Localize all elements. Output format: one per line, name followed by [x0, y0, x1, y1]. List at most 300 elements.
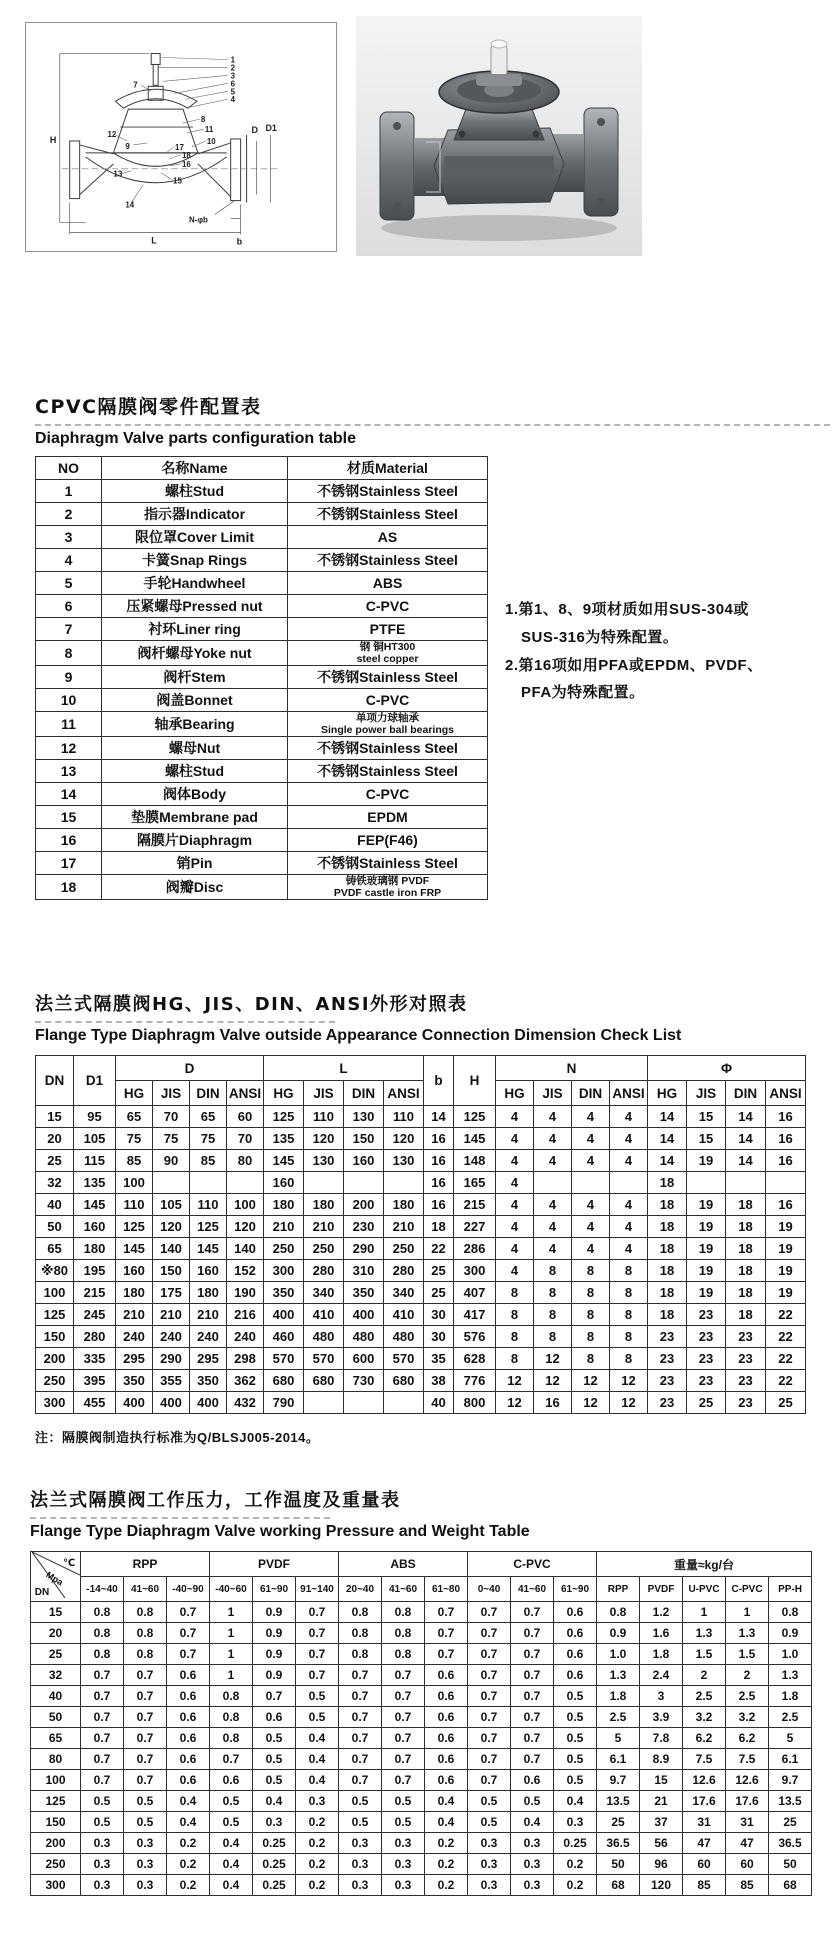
dim-cell: 18	[648, 1238, 687, 1260]
dim-cell: 60	[227, 1106, 264, 1128]
parts-cell-name: 指示器Indicator	[102, 503, 288, 526]
pressure-cell: 8.9	[640, 1749, 683, 1770]
pressure-cell: 2	[726, 1665, 769, 1686]
pressure-cell: 0.7	[81, 1749, 124, 1770]
table-row	[36, 689, 488, 712]
dim-cell: 16	[424, 1194, 454, 1216]
pressure-cell: 0.4	[425, 1812, 468, 1833]
dim-cell: 19	[766, 1260, 806, 1282]
dim-cell: 295	[190, 1348, 227, 1370]
dim-cell: 95	[74, 1106, 116, 1128]
dim-cell	[344, 1392, 384, 1414]
pressure-cell: 0.8	[210, 1728, 253, 1749]
pressure-cell: 0.3	[382, 1875, 425, 1896]
pressure-cell: 0.7	[468, 1686, 511, 1707]
pressure-cell-dn: 250	[31, 1854, 81, 1875]
pressure-cell: 0.6	[167, 1707, 210, 1728]
dim-cell: 14	[424, 1106, 454, 1128]
parts-cell-no: 17	[36, 852, 102, 875]
parts-cell-name: 阀盖Bonnet	[102, 689, 288, 712]
dimension-table-holder	[35, 1055, 830, 1414]
pressure-cell: 0.2	[425, 1854, 468, 1875]
table-row	[36, 1304, 806, 1326]
pressure-cell: 36.5	[597, 1833, 640, 1854]
table-row	[31, 1644, 812, 1665]
dim-cell: 22	[766, 1326, 806, 1348]
pressure-cell: 0.5	[554, 1770, 597, 1791]
dim-cell: 16	[766, 1106, 806, 1128]
pressure-cell: 0.25	[253, 1875, 296, 1896]
pressure-cell: 1	[683, 1602, 726, 1623]
pressure-cell: 0.7	[296, 1665, 339, 1686]
pressure-cell: 0.5	[253, 1728, 296, 1749]
dim-cell: 65	[116, 1106, 153, 1128]
dim-cell: 110	[190, 1194, 227, 1216]
pressure-cell: 47	[683, 1833, 726, 1854]
parts-cell-no: 6	[36, 595, 102, 618]
pressure-cell-dn: 200	[31, 1833, 81, 1854]
dim-subheader-cell: JIS	[153, 1081, 190, 1106]
table-row	[31, 1833, 812, 1854]
dim-cell: 140	[227, 1238, 264, 1260]
pressure-cell: 0.7	[339, 1665, 382, 1686]
dim-header-cell: N	[496, 1056, 648, 1081]
pressure-cell: 3.2	[726, 1707, 769, 1728]
dim-cell: 160	[116, 1260, 153, 1282]
dim-cell: 8	[534, 1260, 572, 1282]
dim-cell: 115	[74, 1150, 116, 1172]
pressure-cell: 0.7	[124, 1665, 167, 1686]
pressure-cell: 0.2	[554, 1875, 597, 1896]
pressure-cell: 0.3	[253, 1812, 296, 1833]
parts-cell-name: 阀瓣Disc	[102, 875, 288, 900]
dim-cell: 12	[572, 1392, 610, 1414]
dim-cell: 290	[153, 1348, 190, 1370]
pressure-cell: 0.7	[425, 1623, 468, 1644]
pressure-cell: 0.2	[296, 1854, 339, 1875]
dim-cell: 8	[572, 1260, 610, 1282]
callout-4: 4	[230, 95, 236, 105]
table-row	[31, 1665, 812, 1686]
dim-cell: 215	[74, 1282, 116, 1304]
dim-cell: 4	[496, 1194, 534, 1216]
dim-subheader-cell: HG	[116, 1081, 153, 1106]
table-row	[36, 1194, 806, 1216]
pressure-cell: 0.5	[554, 1749, 597, 1770]
dim-cell: 22	[766, 1370, 806, 1392]
pressure-cell: 0.3	[339, 1854, 382, 1875]
pressure-cell: 0.7	[124, 1749, 167, 1770]
dim-cell: 286	[454, 1238, 496, 1260]
pressure-cell: 0.3	[124, 1854, 167, 1875]
pressure-cell: 2.5	[683, 1686, 726, 1707]
pressure-cell: 0.5	[554, 1728, 597, 1749]
dim-cell: 455	[74, 1392, 116, 1414]
dim-cell: 18	[726, 1238, 766, 1260]
pressure-cell: 0.3	[124, 1875, 167, 1896]
dim-cell: 100	[116, 1172, 153, 1194]
table-row	[36, 480, 488, 503]
pressure-range-header: PP-H	[769, 1577, 812, 1602]
parts-cell-material: 不锈钢Stainless Steel	[288, 666, 488, 689]
dim-cell	[726, 1172, 766, 1194]
dim-cell: 120	[384, 1128, 424, 1150]
dim-cell: 85	[190, 1150, 227, 1172]
table-subheader-row	[31, 1577, 812, 1602]
parts-cell-no: 14	[36, 783, 102, 806]
dim-cell: 30	[424, 1326, 454, 1348]
pressure-group-header: 重量≈kg/台	[597, 1552, 812, 1577]
pressure-cell-dn: 100	[31, 1770, 81, 1791]
parts-cell-name: 螺母Nut	[102, 737, 288, 760]
pressure-cell: 0.8	[339, 1602, 382, 1623]
pressure-cell: 0.4	[296, 1728, 339, 1749]
parts-cell-name: 螺柱Stud	[102, 480, 288, 503]
config-notes	[505, 596, 830, 707]
dim-cell: 12	[534, 1370, 572, 1392]
pressure-cell: 1.6	[640, 1623, 683, 1644]
dim-cell: 4	[572, 1216, 610, 1238]
dim-cell-dn: 125	[36, 1304, 74, 1326]
dim-cell: 250	[384, 1238, 424, 1260]
dim-cell: 18	[648, 1304, 687, 1326]
dim-cell: 25	[424, 1282, 454, 1304]
table-row	[36, 618, 488, 641]
table-row	[36, 1238, 806, 1260]
dim-label-D: D	[251, 125, 259, 136]
dim-cell-dn: 65	[36, 1238, 74, 1260]
parts-cell-no: 9	[36, 666, 102, 689]
dim-cell: 570	[304, 1348, 344, 1370]
dim-header-cell: b	[424, 1056, 454, 1106]
dim-cell: 135	[264, 1128, 304, 1150]
table-row	[36, 829, 488, 852]
pressure-cell: 0.8	[81, 1623, 124, 1644]
dim-cell: 16	[424, 1150, 454, 1172]
dim-cell: 4	[572, 1150, 610, 1172]
dim-cell: 120	[153, 1216, 190, 1238]
table-row	[36, 641, 488, 666]
dim-cell: 480	[384, 1326, 424, 1348]
pressure-cell: 0.8	[81, 1602, 124, 1623]
pressure-cell: 25	[597, 1812, 640, 1833]
dim-cell: 8	[572, 1326, 610, 1348]
dim-cell: 8	[496, 1282, 534, 1304]
dim-cell: 4	[534, 1216, 572, 1238]
dashed-divider	[30, 1517, 330, 1519]
pressure-cell: 0.7	[339, 1749, 382, 1770]
table-row	[36, 1348, 806, 1370]
dim-cell: 19	[687, 1260, 726, 1282]
pressure-cell: 0.5	[210, 1812, 253, 1833]
corner-label-celsius: ℃	[62, 1558, 75, 1569]
pressure-cell: 0.5	[210, 1791, 253, 1812]
dim-cell: 90	[153, 1150, 190, 1172]
pressure-cell: 0.9	[253, 1602, 296, 1623]
dim-cell: 148	[454, 1150, 496, 1172]
pressure-corner-cell	[31, 1552, 81, 1602]
dim-cell: 23	[687, 1326, 726, 1348]
pressure-cell: 0.5	[511, 1791, 554, 1812]
pressure-cell: 0.7	[468, 1644, 511, 1665]
pressure-cell: 6.1	[769, 1749, 812, 1770]
pressure-cell: 0.7	[167, 1602, 210, 1623]
dim-cell: 160	[264, 1172, 304, 1194]
pressure-cell: 7.5	[726, 1749, 769, 1770]
pressure-cell: 1.0	[769, 1644, 812, 1665]
dim-cell: 165	[454, 1172, 496, 1194]
pressure-cell: 0.7	[296, 1602, 339, 1623]
table-row	[36, 549, 488, 572]
pressure-cell: 0.7	[468, 1623, 511, 1644]
parts-cell-no: 16	[36, 829, 102, 852]
pressure-cell: 0.7	[382, 1728, 425, 1749]
dim-cell: 4	[610, 1128, 648, 1150]
table-row	[36, 1150, 806, 1172]
pressure-range-header: -40~90	[167, 1577, 210, 1602]
pressure-cell: 5	[769, 1728, 812, 1749]
dim-cell: 110	[304, 1106, 344, 1128]
pressure-cell: 13.5	[769, 1791, 812, 1812]
pressure-cell: 0.7	[167, 1623, 210, 1644]
pressure-cell: 0.7	[81, 1686, 124, 1707]
table-subheader-row	[36, 1081, 806, 1106]
pressure-range-header: 41~60	[124, 1577, 167, 1602]
dim-cell: 23	[726, 1348, 766, 1370]
pressure-range-header: 91~140	[296, 1577, 339, 1602]
parts-cell-name: 销Pin	[102, 852, 288, 875]
pressure-cell-dn: 32	[31, 1665, 81, 1686]
pressure-cell: 2	[683, 1665, 726, 1686]
dim-cell: 180	[74, 1238, 116, 1260]
dim-cell: 8	[572, 1348, 610, 1370]
dim-label-H: H	[49, 134, 57, 145]
dashed-divider	[35, 424, 830, 426]
parts-header-cell: 材质Material	[288, 457, 488, 480]
dim-cell: 227	[454, 1216, 496, 1238]
table-row	[36, 1172, 806, 1194]
technical-drawing-box	[25, 22, 337, 252]
pressure-cell: 0.3	[382, 1854, 425, 1875]
pressure-cell: 0.2	[167, 1875, 210, 1896]
dim-cell: 628	[454, 1348, 496, 1370]
pressure-cell: 0.6	[167, 1665, 210, 1686]
dim-cell: 23	[648, 1326, 687, 1348]
dim-cell: 570	[384, 1348, 424, 1370]
pressure-range-header: 41~60	[511, 1577, 554, 1602]
pressure-cell: 0.7	[425, 1602, 468, 1623]
pressure-cell: 0.4	[296, 1770, 339, 1791]
pressure-cell: 0.3	[554, 1812, 597, 1833]
dim-cell: 8	[496, 1304, 534, 1326]
pressure-cell: 1.5	[726, 1644, 769, 1665]
dim-cell: 18	[648, 1282, 687, 1304]
dim-cell: 4	[496, 1216, 534, 1238]
parts-cell-no: 13	[36, 760, 102, 783]
pressure-cell: 5	[597, 1728, 640, 1749]
parts-cell-material: 不锈钢Stainless Steel	[288, 852, 488, 875]
dim-cell	[344, 1172, 384, 1194]
callout-2: 2	[230, 63, 236, 73]
table-row	[36, 712, 488, 737]
dim-cell: 790	[264, 1392, 304, 1414]
pressure-cell: 0.4	[210, 1875, 253, 1896]
dim-cell: 4	[572, 1194, 610, 1216]
dim-cell-dn: 15	[36, 1106, 74, 1128]
callout-10: 10	[206, 136, 216, 146]
dim-cell	[227, 1172, 264, 1194]
dim-cell: 480	[344, 1326, 384, 1348]
table-row	[36, 1260, 806, 1282]
callout-13: 13	[113, 169, 123, 179]
dim-cell: 350	[190, 1370, 227, 1392]
parts-cell-name: 阀杆螺母Yoke nut	[102, 641, 288, 666]
pressure-cell: 1.8	[640, 1644, 683, 1665]
dim-cell: 400	[344, 1304, 384, 1326]
pressure-cell: 56	[640, 1833, 683, 1854]
dim-cell: 8	[534, 1326, 572, 1348]
pressure-cell: 0.5	[124, 1812, 167, 1833]
dim-cell-dn: 32	[36, 1172, 74, 1194]
dim-subheader-cell: ANSI	[384, 1081, 424, 1106]
pressure-cell: 0.7	[511, 1665, 554, 1686]
pressure-cell: 1	[210, 1602, 253, 1623]
pressure-cell: 0.8	[81, 1644, 124, 1665]
dim-cell: 18	[424, 1216, 454, 1238]
dim-cell: 215	[454, 1194, 496, 1216]
pressure-cell: 120	[640, 1875, 683, 1896]
pressure-cell: 0.7	[124, 1770, 167, 1791]
dim-cell: 340	[384, 1282, 424, 1304]
dim-cell: 8	[610, 1326, 648, 1348]
pressure-cell: 0.5	[253, 1749, 296, 1770]
dim-cell: 730	[344, 1370, 384, 1392]
technical-drawing	[26, 23, 336, 251]
dim-subheader-cell: DIN	[572, 1081, 610, 1106]
pressure-range-header: -14~40	[81, 1577, 124, 1602]
dim-cell	[304, 1172, 344, 1194]
pressure-cell: 6.2	[726, 1728, 769, 1749]
table-row	[31, 1812, 812, 1833]
dim-label-b: b	[236, 236, 243, 247]
callout-7: 7	[133, 80, 138, 90]
note-line: SUS-316为特殊配置。	[521, 628, 679, 646]
table-row	[31, 1749, 812, 1770]
parts-cell-no: 1	[36, 480, 102, 503]
pressure-cell: 0.7	[382, 1707, 425, 1728]
dim-cell: 350	[264, 1282, 304, 1304]
dim-cell: 210	[304, 1216, 344, 1238]
dim-cell: 4	[534, 1150, 572, 1172]
dashed-divider	[35, 1021, 335, 1023]
table-row	[36, 1282, 806, 1304]
dim-cell: 310	[344, 1260, 384, 1282]
pressure-cell: 0.7	[339, 1707, 382, 1728]
dim-cell: 240	[116, 1326, 153, 1348]
parts-cell-material: ABS	[288, 572, 488, 595]
dim-cell: 18	[648, 1260, 687, 1282]
pressure-cell: 0.5	[382, 1812, 425, 1833]
dim-cell: 280	[74, 1326, 116, 1348]
pressure-cell: 0.7	[468, 1749, 511, 1770]
pressure-cell: 31	[726, 1812, 769, 1833]
section1-title-cn: CPVC隔膜阀零件配置表	[35, 396, 262, 418]
dim-cell: 4	[496, 1106, 534, 1128]
dim-cell-dn: ※80	[36, 1260, 74, 1282]
pressure-cell: 0.8	[339, 1623, 382, 1644]
parts-cell-name: 限位罩Cover Limit	[102, 526, 288, 549]
dim-cell: 400	[190, 1392, 227, 1414]
dim-label-N-phi-b: N-φb	[188, 215, 208, 225]
dim-cell: 14	[648, 1128, 687, 1150]
pressure-cell-dn: 15	[31, 1602, 81, 1623]
dim-cell: 14	[726, 1106, 766, 1128]
table-row	[31, 1602, 812, 1623]
parts-cell-material: PTFE	[288, 618, 488, 641]
parts-cell-material: 不锈钢Stainless Steel	[288, 737, 488, 760]
dim-subheader-cell: JIS	[534, 1081, 572, 1106]
dim-cell: 145	[454, 1128, 496, 1150]
parts-cell-material: 铸铁玻璃钢 PVDF PVDF castle iron FRP	[288, 875, 488, 900]
dim-cell	[304, 1392, 344, 1414]
dim-subheader-cell: DIN	[190, 1081, 227, 1106]
dim-cell: 350	[116, 1370, 153, 1392]
table-row	[36, 852, 488, 875]
dim-cell: 410	[384, 1304, 424, 1326]
dim-cell: 8	[610, 1282, 648, 1304]
pressure-cell: 0.7	[339, 1770, 382, 1791]
pressure-group-header: C-PVC	[468, 1552, 597, 1577]
dim-cell: 8	[610, 1260, 648, 1282]
dim-cell	[687, 1172, 726, 1194]
dim-cell: 680	[384, 1370, 424, 1392]
pressure-cell: 0.8	[382, 1602, 425, 1623]
dim-cell: 18	[648, 1194, 687, 1216]
dim-subheader-cell: HG	[264, 1081, 304, 1106]
pressure-cell: 7.5	[683, 1749, 726, 1770]
dim-subheader-cell: HG	[496, 1081, 534, 1106]
parts-cell-material: C-PVC	[288, 595, 488, 618]
parts-cell-name: 阀体Body	[102, 783, 288, 806]
dim-cell: 160	[74, 1216, 116, 1238]
pressure-cell: 0.5	[339, 1791, 382, 1812]
dim-subheader-cell: HG	[648, 1081, 687, 1106]
dim-cell	[190, 1172, 227, 1194]
dim-cell: 175	[153, 1282, 190, 1304]
pressure-cell: 0.7	[468, 1770, 511, 1791]
dimension-table-note: 注：隔膜阀制造执行标准为Q/BLSJ005-2014。	[35, 1430, 320, 1445]
dim-cell: 250	[264, 1238, 304, 1260]
dim-header-cell: D1	[74, 1056, 116, 1106]
pressure-cell: 0.5	[253, 1770, 296, 1791]
pressure-cell: 1.8	[769, 1686, 812, 1707]
parts-header-cell: NO	[36, 457, 102, 480]
dim-cell: 19	[766, 1216, 806, 1238]
dim-cell-dn: 40	[36, 1194, 74, 1216]
dim-cell: 190	[227, 1282, 264, 1304]
dim-cell: 300	[264, 1260, 304, 1282]
dim-cell: 460	[264, 1326, 304, 1348]
dim-cell: 19	[687, 1238, 726, 1260]
parts-cell-name: 垫膜Membrane pad	[102, 806, 288, 829]
dim-cell: 19	[687, 1194, 726, 1216]
dim-cell: 400	[116, 1392, 153, 1414]
pressure-cell-dn: 40	[31, 1686, 81, 1707]
section1-title-en: Diaphragm Valve parts configuration table	[35, 430, 356, 447]
parts-cell-name: 压紧螺母Pressed nut	[102, 595, 288, 618]
dim-cell: 15	[687, 1106, 726, 1128]
dim-cell: 19	[687, 1282, 726, 1304]
